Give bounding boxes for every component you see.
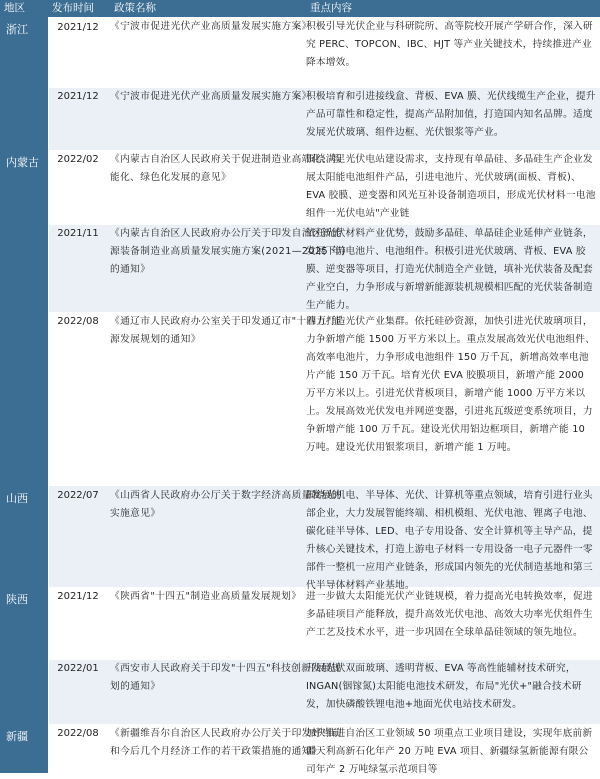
date-cell: 2022/07 <box>57 490 99 501</box>
region-neimenggu: 内蒙古 <box>0 150 48 486</box>
header-date: 发布时间 <box>52 2 94 14</box>
date-cell: 2021/12 <box>57 91 99 102</box>
table-row <box>48 486 600 591</box>
row-divider <box>48 224 600 225</box>
policy-cell: 《宁波市促进光伏产业高质量发展实施方案》 <box>110 21 312 32</box>
content-cell: 开展光伏双面玻璃、透明背板、EVA 等高性能辅材技术研究，INGAN(铟镓氮)太阳能电池技术研发，布局"光伏+"融合技术研发，加快磷酸铁锂电池+地面光伏电站技术研发。 <box>306 663 582 710</box>
date-cell: 2021/11 <box>57 228 99 239</box>
content-cell: 积极培育和引进接线盒、背板、EVA 膜、光伏线缆生产企业，提升产品可靠性和稳定性，提高产品附加值，打造国内知名品牌。适度发展光伏玻璃、组件边框、光伏银浆等产业。 <box>306 91 596 138</box>
date-cell: 2022/08 <box>57 316 99 327</box>
table-row <box>48 659 600 724</box>
content-cell: 着力打造光伏产业集群。依托硅砂资源，加快引进光伏玻璃项目，力争新增产能 1500 万平方米以上。重点发展高效光伏电池组件、高效率电池片，力争形成电池组件 150 万千瓦，新增高效率电池片产能 150 万千瓦。培育光伏 EVA 胶膜项目，新增产能 2000 万平方米以上。引进光伏背板项目，新增产能 1000 万平方米以上。发展高效光伏发电并网逆变器，引进兆瓦级逆变系统项目，力争新增产能 100 万千瓦。建设光伏用铝边框项目，新增产能 10 万吨。建设光伏用银浆项目，新增产能 1 万吨。 <box>306 316 596 453</box>
table-row <box>48 587 600 659</box>
content-cell: 加快推进自治区工业领域 50 项重点工业项目建设，实现年底前新疆天利高新石化年产 20 万吨 EVA 项目、新疆绿氢新能源有限公司年产 2 万吨绿氢示范项目等 <box>306 728 593 775</box>
content-cell: 依托光伏材料产业优势，鼓励多晶硅、单晶硅企业延伸产业链条，发展下游电池片、电池组件。积极引进光伏玻璃、背板、EVA 胶膜、逆变器等项目，打造光伏制造全产业链，填补光伏装备及配套产业空白，力争形成与新增新能源装机规模相匹配的光伏装备制造生产能力。 <box>306 228 593 311</box>
table-row <box>48 17 600 87</box>
policy-cell: 《陕西省"十四五"制造业高质量发展规划》 <box>110 591 302 602</box>
content-cell: 围绕光机电、半导体、光伏、计算机等重点领域，培育引进行业头部企业，大力发展智能终端、相机模组、光伏电池、锂离子电池、碳化硅半导体、LED、电子专用设备、安全计算机等主导产品，提升核心关键技术，打造上游电子材料一专用设备一电子元器件一零部件一整机一应用产业链条，形成国内领先的光伏制造基地和第三代半导体材料产业基地。 <box>306 490 593 591</box>
region-zhejiang: 浙江 <box>0 17 48 150</box>
policy-cell: 《内蒙古自治区人民政府关于促进制造业高端化、智能化、绿色化发展的意见》 <box>110 154 343 183</box>
row-divider <box>48 659 600 660</box>
date-cell: 2021/12 <box>57 591 99 602</box>
table-row <box>48 724 600 773</box>
date-cell: 2022/01 <box>57 663 99 674</box>
policy-cell: 《通辽市人民政府办公室关于印发通辽市"十四五"能源发展规划的通知》 <box>110 316 342 345</box>
date-cell: 2022/08 <box>57 728 99 739</box>
policy-cell: 《内蒙古自治区人民政府办公厅关于印发自治区新能源装备制造业高质量发展实施方案(2021—2025 年)的通知》 <box>110 228 346 275</box>
table-row <box>48 150 600 224</box>
region-xinjiang: 新疆 <box>0 724 48 773</box>
region-shanxi: 山西 <box>0 486 48 587</box>
header-content: 重点内容 <box>310 2 352 14</box>
table-header <box>0 0 600 17</box>
table-row <box>48 224 600 312</box>
region-shaanxi: 陕西 <box>0 587 48 724</box>
header-region: 地区 <box>4 2 25 14</box>
date-cell: 2021/12 <box>57 22 99 33</box>
policy-cell: 《山西省人民政府办公厅关于数字经济高质量发展的实施意见》 <box>110 490 343 519</box>
content-cell: 围绕满足光伏电站建设需求，支持现有单晶硅、多晶硅生产企业发展太阳能电池组件产品，引进电池片、光伏玻璃(面板、背板)、EVA 胶膜、逆变器和风光互补设备制造项目，形成光伏材料一电池组件一光伏电站"产业链 <box>306 154 596 219</box>
header-policy: 政策名称 <box>114 2 156 14</box>
policy-cell: 《新疆维吾尔自治区人民政府办公厅关于印发好当前和今后几个月经济工作的若干政策措施的通知》 <box>110 728 343 757</box>
table-row <box>48 87 600 150</box>
policy-cell: 《宁波市促进光伏产业高质量发展实施方案》 <box>110 91 312 102</box>
table-row <box>48 312 600 486</box>
column-divider <box>48 17 49 773</box>
row-divider <box>48 87 600 88</box>
policy-cell: 《西安市人民政府关于印发"十四五"科技创新发展规划的通知》 <box>110 663 342 692</box>
date-cell: 2022/02 <box>57 154 99 165</box>
row-divider <box>48 312 600 313</box>
content-cell: 积极引导光伏企业与科研院所、高等院校开展产学研合作，深入研究 PERC、TOPCON、IBC、HJT 等产业关键技术，持续推进产业降本增效。 <box>306 21 593 68</box>
content-cell: 进一步做大太阳能光伏产业链规模，着力提高光电转换效率，促进多晶硅项目产能释放，提升高效光伏电池、高效大功率光伏组件生产工艺及技术水平，进一步巩固在全球单晶硅领域的领先地位。 <box>306 591 593 638</box>
